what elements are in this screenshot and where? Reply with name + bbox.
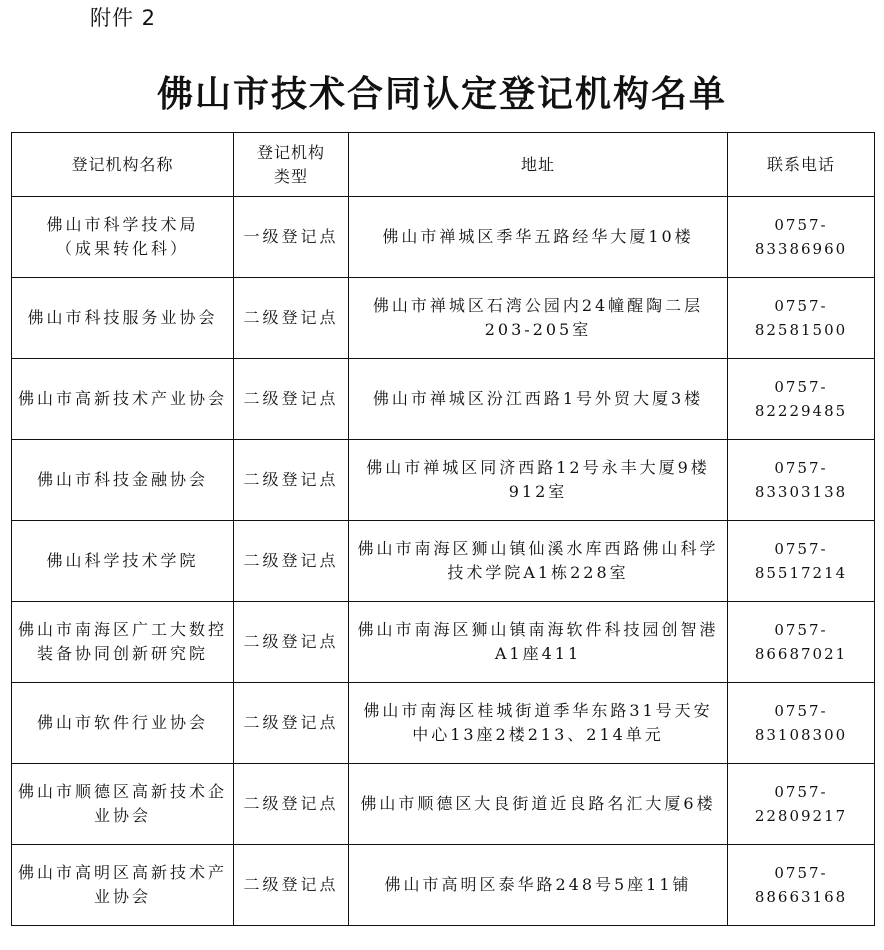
cell-name: 佛山市科技金融协会 [12,440,234,521]
table-header-row [12,133,875,197]
table-row [12,197,875,278]
cell-name: 佛山市顺德区高新技术企业协会 [12,764,234,845]
attachment-label: 附件 2 [90,6,157,30]
cell-phone: 0757-82581500 [728,278,875,359]
cell-name: 佛山市高明区高新技术产业协会 [12,845,234,926]
header-address: 地址 [349,133,728,197]
cell-address: 佛山市高明区泰华路248号5座11铺 [349,845,728,926]
cell-type: 二级登记点 [234,278,349,359]
table-row [12,845,875,926]
cell-phone: 0757-85517214 [728,521,875,602]
cell-type: 二级登记点 [234,521,349,602]
table-row [12,440,875,521]
cell-name: 佛山科学技术学院 [12,521,234,602]
cell-name: 佛山市科学技术局（成果转化科） [12,197,234,278]
cell-phone: 0757-88663168 [728,845,875,926]
cell-address: 佛山市南海区狮山镇仙溪水库西路佛山科学技术学院A1栋228室 [349,521,728,602]
cell-address: 佛山市南海区狮山镇南海软件科技园创智港A1座411 [349,602,728,683]
cell-type: 二级登记点 [234,683,349,764]
table-row [12,602,875,683]
cell-type: 一级登记点 [234,197,349,278]
cell-phone: 0757-83303138 [728,440,875,521]
header-type: 登记机构类型 [234,133,349,197]
cell-name: 佛山市南海区广工大数控装备协同创新研究院 [12,602,234,683]
cell-address: 佛山市顺德区大良街道近良路名汇大厦6楼 [349,764,728,845]
cell-type: 二级登记点 [234,602,349,683]
table-row [12,359,875,440]
header-phone: 联系电话 [728,133,875,197]
document-title: 佛山市技术合同认定登记机构名单 [156,73,727,115]
header-name: 登记机构名称 [12,133,234,197]
cell-type: 二级登记点 [234,845,349,926]
cell-phone: 0757-86687021 [728,602,875,683]
cell-name: 佛山市科技服务业协会 [12,278,234,359]
cell-phone: 0757-22809217 [728,764,875,845]
cell-phone: 0757-83386960 [728,197,875,278]
cell-type: 二级登记点 [234,764,349,845]
cell-type: 二级登记点 [234,440,349,521]
cell-address: 佛山市禅城区同济西路12号永丰大厦9楼912室 [349,440,728,521]
cell-type: 二级登记点 [234,359,349,440]
table-row [12,683,875,764]
cell-address: 佛山市禅城区石湾公园内24幢醒陶二层203-205室 [349,278,728,359]
cell-name: 佛山市高新技术产业协会 [12,359,234,440]
table-row [12,278,875,359]
cell-address: 佛山市南海区桂城街道季华东路31号天安中心13座2楼213、214单元 [349,683,728,764]
table-row [12,521,875,602]
registration-institutions-table [11,132,875,926]
cell-phone: 0757-82229485 [728,359,875,440]
cell-name: 佛山市软件行业协会 [12,683,234,764]
table-row [12,764,875,845]
cell-phone: 0757-83108300 [728,683,875,764]
cell-address: 佛山市禅城区季华五路经华大厦10楼 [349,197,728,278]
cell-address: 佛山市禅城区汾江西路1号外贸大厦3楼 [349,359,728,440]
